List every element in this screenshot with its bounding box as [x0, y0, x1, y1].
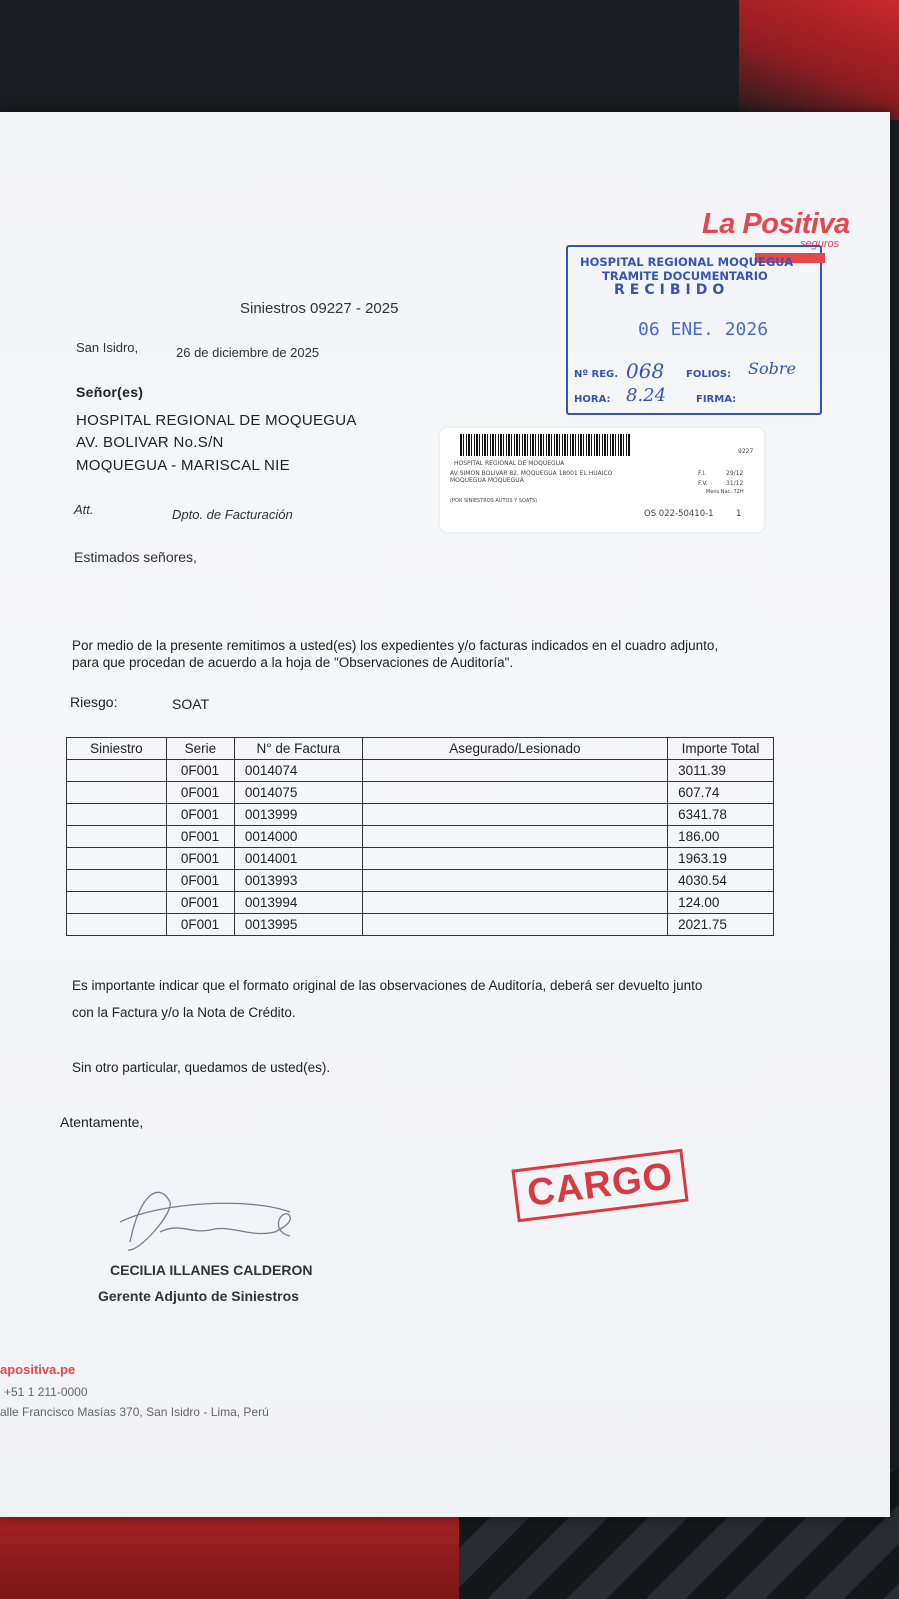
- paragraph-2-line-1: Es importante indicar que el formato original de las observaciones de Auditoría, deberá ser devuelto junto: [72, 978, 703, 993]
- label-fv-value: 31/12: [726, 480, 744, 487]
- cell-factura: 0013995: [234, 914, 362, 936]
- cell-factura: 0013994: [234, 892, 362, 914]
- cell-factura: 0013999: [234, 804, 362, 826]
- stamp-reg-label: Nº REG.: [574, 369, 619, 380]
- recipient-address: AV. BOLIVAR No.S/N: [76, 434, 224, 451]
- label-mens: Mens.Nac. 72H: [706, 489, 744, 495]
- table-row: [67, 848, 774, 870]
- cell-siniestro: [67, 760, 167, 782]
- col-header-factura: N° de Factura: [234, 738, 362, 760]
- cell-factura: 0014075: [234, 782, 362, 804]
- claim-reference: Siniestros 09227 - 2025: [240, 300, 399, 317]
- label-line-4: (POR SINIESTROS AUTOS Y SOATS): [450, 498, 538, 504]
- reception-stamp: [566, 245, 822, 415]
- company-logo-subtitle: seguros: [800, 238, 840, 250]
- col-header-serie: Serie: [166, 738, 234, 760]
- cell-factura: 0014074: [234, 760, 362, 782]
- barcode-label: [440, 428, 764, 532]
- stamp-reg-value: 068: [626, 359, 665, 383]
- paragraph-2-line-2: con la Factura y/o la Nota de Crédito.: [72, 1005, 296, 1020]
- label-fi-value: 29/12: [726, 470, 744, 477]
- att-label: Att.: [74, 502, 94, 517]
- signatory-name: CECILIA ILLANES CALDERON: [110, 1262, 313, 1278]
- cell-importe: 4030.54: [668, 870, 774, 892]
- cell-asegurado: [362, 826, 667, 848]
- cell-serie: 0F001: [166, 804, 234, 826]
- cell-serie: 0F001: [166, 782, 234, 804]
- footer-address: alle Francisco Masías 370, San Isidro - Lima, Perú: [0, 1405, 269, 1419]
- cell-importe: 6341.78: [668, 804, 774, 826]
- label-line-1: HOSPITAL REGIONAL DE MOQUEGUA: [454, 460, 565, 467]
- cell-asegurado: [362, 782, 667, 804]
- cell-asegurado: [362, 848, 667, 870]
- greeting: Estimados señores,: [74, 549, 197, 565]
- table-header-row: [67, 738, 774, 760]
- col-header-siniestro: Siniestro: [67, 738, 167, 760]
- cell-siniestro: [67, 892, 167, 914]
- paragraph-1-line-2: para que procedan de acuerdo a la hoja de "Observaciones de Auditoría".: [72, 655, 514, 670]
- riesgo-value: SOAT: [172, 696, 210, 712]
- salutation-title: Señor(es): [76, 384, 144, 400]
- letter-date: 26 de diciembre de 2025: [176, 345, 320, 360]
- invoice-table: [66, 737, 774, 936]
- company-logo: La Positiva: [702, 208, 850, 240]
- stamp-line-3: RECIBIDO: [614, 282, 730, 298]
- table-row: [67, 914, 774, 936]
- label-os: OS 022-50410-1: [644, 509, 714, 519]
- footer-website: apositiva.pe: [0, 1362, 76, 1377]
- cell-asegurado: [362, 914, 667, 936]
- cell-importe: 607.74: [668, 782, 774, 804]
- stamp-firma-label: FIRMA:: [696, 394, 737, 405]
- department: Dpto. de Facturación: [172, 507, 293, 522]
- cell-factura: 0014001: [234, 848, 362, 870]
- cell-siniestro: [67, 804, 167, 826]
- cell-siniestro: [67, 870, 167, 892]
- handwritten-signature: [100, 1172, 310, 1262]
- cell-serie: 0F001: [166, 914, 234, 936]
- recipient-name: HOSPITAL REGIONAL DE MOQUEGUA: [76, 412, 357, 429]
- label-line-2: AV SIMON BOLIVAR 82, MOQUEGUA 18001 EL HUAICO: [450, 470, 613, 477]
- cell-importe: 1963.19: [668, 848, 774, 870]
- cell-importe: 186.00: [668, 826, 774, 848]
- stamp-date: 06 ENE. 2026: [638, 319, 769, 340]
- cell-factura: 0014000: [234, 826, 362, 848]
- cell-factura: 0013993: [234, 870, 362, 892]
- recipient-city: MOQUEGUA - MARISCAL NIE: [76, 457, 290, 474]
- cell-siniestro: [67, 914, 167, 936]
- closing: Atentamente,: [60, 1114, 144, 1130]
- label-code: 9227: [738, 448, 754, 455]
- cell-importe: 3011.39: [668, 760, 774, 782]
- cell-serie: 0F001: [166, 892, 234, 914]
- stamp-line-1: HOSPITAL REGIONAL MOQUEGUA: [580, 255, 794, 269]
- cell-serie: 0F001: [166, 848, 234, 870]
- label-fv-label: F.V.: [698, 480, 708, 487]
- paragraph-3: Sin otro particular, quedamos de usted(es).: [72, 1060, 331, 1075]
- table-row: [67, 892, 774, 914]
- barcode: [460, 434, 630, 456]
- paragraph-1-line-1: Por medio de la presente remitimos a usted(es) los expedientes y/o facturas indicados en el cuadro adjunto,: [72, 638, 719, 653]
- cell-asegurado: [362, 870, 667, 892]
- stamp-folios-value: Sobre: [748, 359, 796, 378]
- background-seat-top: [739, 0, 899, 120]
- cell-siniestro: [67, 826, 167, 848]
- table-row: [67, 804, 774, 826]
- label-count: 1: [736, 509, 742, 519]
- cell-serie: 0F001: [166, 870, 234, 892]
- label-line-3: MOQUEGUA MOQUEGUA: [450, 477, 524, 484]
- footer-phone: +51 1 211-0000: [4, 1385, 88, 1399]
- cell-importe: 124.00: [668, 892, 774, 914]
- table-row: [67, 870, 774, 892]
- stamp-folios-label: FOLIOS:: [686, 369, 732, 380]
- signatory-role: Gerente Adjunto de Siniestros: [98, 1288, 299, 1304]
- cell-asegurado: [362, 892, 667, 914]
- cargo-stamp: CARGO: [511, 1149, 689, 1223]
- cell-siniestro: [67, 782, 167, 804]
- cell-asegurado: [362, 760, 667, 782]
- table-row: [67, 760, 774, 782]
- letter-place: San Isidro,: [76, 340, 139, 355]
- label-fi-label: F.I.: [698, 470, 707, 477]
- stamp-hora-label: HORA:: [574, 394, 611, 405]
- cell-serie: 0F001: [166, 760, 234, 782]
- letter-page: [0, 112, 890, 1517]
- cell-importe: 2021.75: [668, 914, 774, 936]
- col-header-asegurado: Asegurado/Lesionado: [362, 738, 667, 760]
- table-row: [67, 826, 774, 848]
- stamp-line-2: TRAMITE DOCUMENTARIO: [602, 269, 768, 283]
- cell-asegurado: [362, 804, 667, 826]
- table-row: [67, 782, 774, 804]
- stamp-hora-value: 8.24: [626, 385, 667, 406]
- cell-siniestro: [67, 848, 167, 870]
- cell-serie: 0F001: [166, 826, 234, 848]
- col-header-importe: Importe Total: [668, 738, 774, 760]
- riesgo-label: Riesgo:: [70, 694, 118, 710]
